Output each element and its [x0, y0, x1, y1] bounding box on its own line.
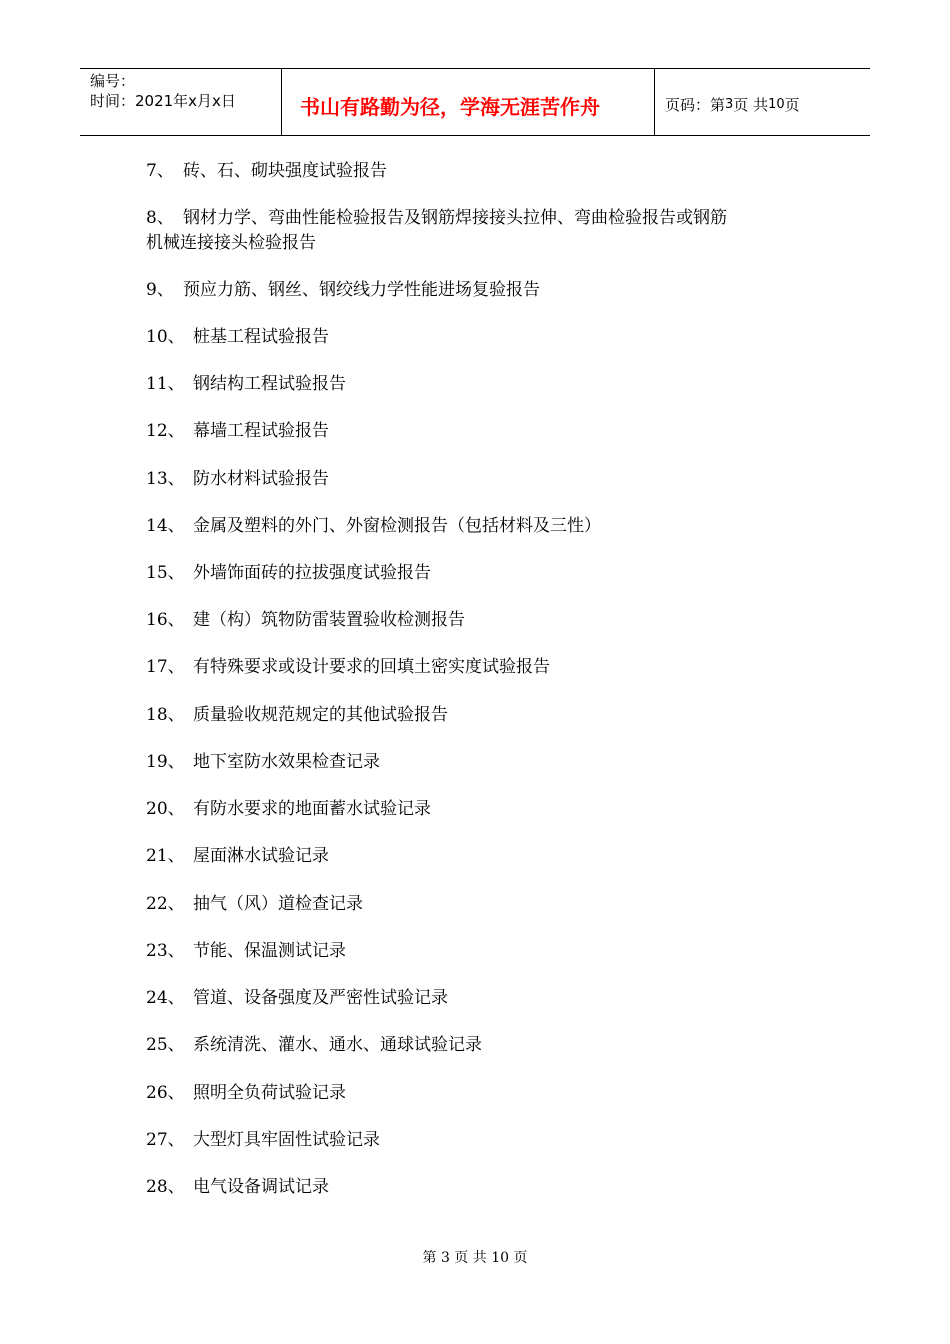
list-item: 17、 有特殊要求或设计要求的回填土密实度试验报告	[146, 657, 550, 677]
list-item: 8、 钢材力学、弯曲性能检验报告及钢筋焊接接头拉伸、弯曲检验报告或钢筋	[146, 208, 727, 228]
page-mid: 页 共	[733, 95, 769, 114]
page-suffix: 页	[784, 95, 800, 114]
list-item: 21、 屋面淋水试验记录	[146, 846, 329, 866]
list-item: 18、 质量验收规范规定的其他试验报告	[146, 705, 448, 725]
list-item: 27、 大型灯具牢固性试验记录	[146, 1130, 380, 1150]
list-item: 9、 预应力筋、钢丝、钢绞线力学性能进场复验报告	[146, 280, 540, 300]
list-item: 13、 防水材料试验报告	[146, 469, 329, 489]
code-label: 编号：	[90, 72, 136, 90]
list-item: 25、 系统清洗、灌水、通水、通球试验记录	[146, 1035, 482, 1055]
list-item: 19、 地下室防水效果检查记录	[146, 752, 380, 772]
list-item: 26、 照明全负荷试验记录	[146, 1083, 346, 1103]
list-item: 22、 抽气（风）道检查记录	[146, 894, 363, 914]
page-prefix: 页码：第	[665, 95, 726, 114]
list-item: 14、 金属及塑料的外门、外窗检测报告（包括材料及三性）	[146, 516, 601, 536]
list-item: 12、 幕墙工程试验报告	[146, 421, 329, 441]
header-motto	[282, 69, 655, 135]
page-footer: 第 3 页 共 10 页	[422, 1250, 528, 1266]
list-item: 23、 节能、保温测试记录	[146, 941, 346, 961]
page-header	[80, 68, 870, 136]
header-meta	[80, 69, 282, 135]
page-number: 3	[725, 96, 734, 112]
list-item: 28、 电气设备调试记录	[146, 1177, 329, 1197]
list-item: 24、 管道、设备强度及严密性试验记录	[146, 988, 448, 1008]
list-item-continued: 机械连接接头检验报告	[146, 233, 316, 253]
page-total: 10	[768, 96, 785, 112]
list-item: 20、 有防水要求的地面蓄水试验记录	[146, 799, 431, 819]
list-item: 7、 砖、石、砌块强度试验报告	[146, 161, 387, 181]
list-item: 10、 桩基工程试验报告	[146, 327, 329, 347]
motto-text: 书山有路勤为径，学海无涯苦作舟	[300, 94, 600, 119]
list-item: 16、 建（构）筑物防雷装置验收检测报告	[146, 610, 465, 630]
time-label: 时间：2021年x月x日	[90, 92, 236, 110]
header-page-info	[655, 69, 870, 135]
list-item: 15、 外墙饰面砖的拉拔强度试验报告	[146, 563, 431, 583]
list-item: 11、 钢结构工程试验报告	[146, 374, 346, 394]
